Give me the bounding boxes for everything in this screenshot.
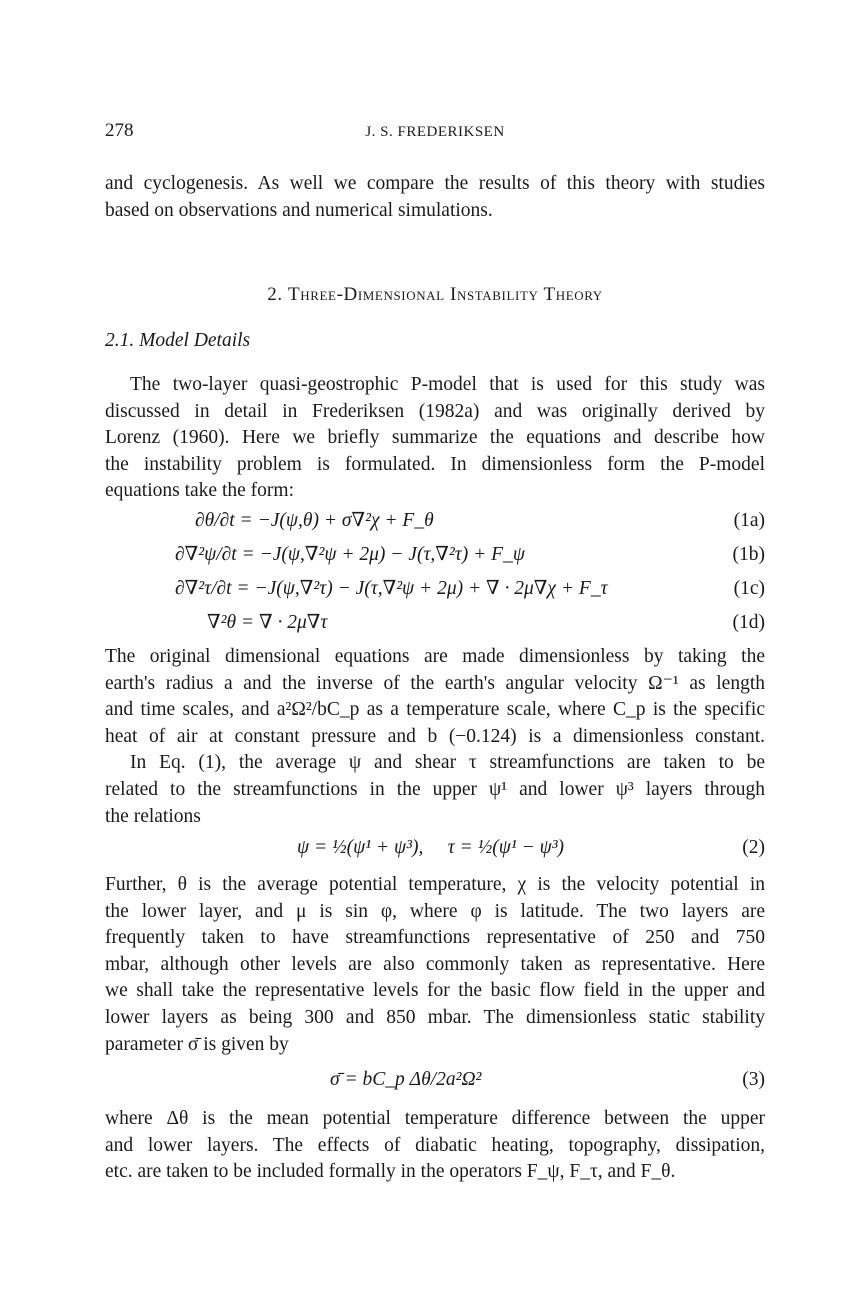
- equation-number: (1a): [733, 510, 765, 531]
- text-line: earth's radius a and the inverse of the earth's angular velocity Ω⁻¹ as length: [105, 672, 765, 694]
- equation-1c: [105, 576, 765, 604]
- section-title: Three-Dimensional Instability Theory: [288, 284, 603, 305]
- text-line: lower layers as being 300 and 850 mbar. The dimensionless static stability: [105, 1006, 765, 1028]
- text-line: and cyclogenesis. As well we compare the results of this theory with studies: [105, 173, 765, 194]
- text-line: Lorenz (1960). Here we briefly summarize the equations and describe how: [105, 427, 765, 449]
- paragraph-where: [105, 1106, 765, 1186]
- equation-number: (1d): [732, 612, 765, 633]
- paragraph-model-intro: [105, 372, 765, 505]
- text-line: equations take the form:: [105, 480, 294, 502]
- section-heading: [105, 282, 765, 309]
- text-line: Further, θ is the average potential temperature, χ is the velocity potential in: [105, 874, 765, 895]
- intro-paragraph: [105, 171, 765, 224]
- text-line: mbar, although other levels are also commonly taken as representative. Here: [105, 953, 765, 975]
- equation-1d: [105, 610, 765, 638]
- text-line: the lower layer, and μ is sin φ, where φ is latitude. The two layers are: [105, 900, 765, 922]
- section-number: 2.: [267, 284, 283, 305]
- subsection-heading: 2.1. Model Details: [105, 330, 251, 351]
- equation-number: (1b): [732, 544, 765, 565]
- text-line: parameter σ̄ is given by: [105, 1033, 289, 1055]
- text-line: discussed in detail in Frederiksen (1982a) and was originally derived by: [105, 400, 765, 422]
- text-line: In Eq. (1), the average ψ and shear τ streamfunctions are taken to be: [130, 752, 765, 774]
- equation-3: [105, 1067, 765, 1095]
- equation-body: σ̄ = bC_p Δθ/2a²Ω²: [330, 1069, 482, 1090]
- text-line: we shall take the representative levels for the basic flow field in the upper and: [105, 980, 765, 1002]
- equation-number: (1c): [733, 578, 765, 599]
- equation-1a: [105, 508, 765, 536]
- running-head: J. S. FREDERIKSEN: [365, 124, 505, 140]
- paragraph-further: [105, 872, 765, 1058]
- equation-body: ψ = ½(ψ¹ + ψ³), τ = ½(ψ¹ − ψ³): [297, 837, 565, 858]
- text-line: heat of air at constant pressure and b (−0.124) is a dimensionless constant.: [105, 725, 765, 747]
- equation-body: ∂∇²τ/∂t = −J(ψ,∇²τ) − J(τ,∇²ψ + 2μ) + ∇ · 2μ∇χ + F_τ: [175, 578, 608, 599]
- paragraph-dimensionless: [105, 644, 765, 830]
- text-line: The original dimensional equations are made dimensionless by taking the: [105, 646, 765, 667]
- text-line: the instability problem is formulated. In dimensionless form the P-model: [105, 453, 765, 475]
- text-line: and time scales, and a²Ω²/bC_p as a temperature scale, where C_p is the specific: [105, 699, 765, 721]
- text-line: The two-layer quasi-geostrophic P-model that is used for this study was: [130, 374, 765, 395]
- text-line: etc. are taken to be included formally in the operators F_ψ, F_τ, and F_θ.: [105, 1161, 676, 1183]
- equation-body: ∂∇²ψ/∂t = −J(ψ,∇²ψ + 2μ) − J(τ,∇²τ) + F_ψ: [175, 544, 525, 565]
- equation-1b: [105, 542, 765, 570]
- equation-number: (3): [742, 1069, 765, 1090]
- text-line: frequently taken to have streamfunctions representative of 250 and 750: [105, 927, 765, 949]
- equation-body: ∂θ/∂t = −J(ψ,θ) + σ∇²χ + F_θ: [195, 510, 434, 531]
- equation-number: (2): [742, 837, 765, 858]
- page-number: 278: [105, 120, 134, 141]
- text-line: where Δθ is the mean potential temperature difference between the upper: [105, 1108, 765, 1129]
- text-line: based on observations and numerical simulations.: [105, 199, 493, 221]
- equation-2: [105, 835, 765, 863]
- equation-body: ∇²θ = ∇ · 2μ∇τ: [207, 612, 328, 633]
- text-line: the relations: [105, 805, 201, 827]
- text-line: and lower layers. The effects of diabatic heating, topography, dissipation,: [105, 1134, 765, 1156]
- page-header: [105, 118, 765, 144]
- text-line: related to the streamfunctions in the upper ψ¹ and lower ψ³ layers through: [105, 778, 765, 800]
